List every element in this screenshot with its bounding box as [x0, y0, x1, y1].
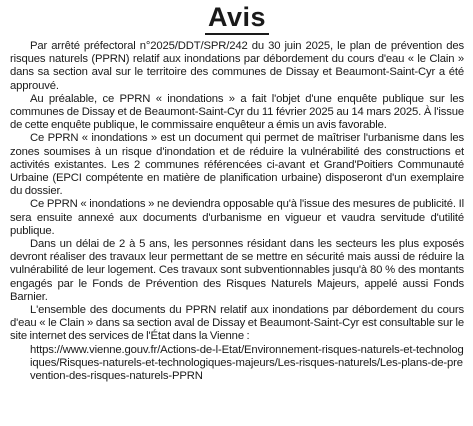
- paragraph-consultation: L'ensemble des documents du PPRN relatif aux inondations par débordement du cours d'eau « le Clain » dans sa section aval de Dissay et Beaumont-Saint-Cyr est consultable sur le site internet des services de l'État dans la Vienne :: [10, 304, 464, 343]
- paragraph-document-purpose: Ce PPRN « inondations » est un document qui permet de maîtriser l'urbanisme dans les zones soumises à un risque d'inondation et de réduire la vulnérabilité des constructions et activités existantes. Les 2 communes référencées ci-avant et Grand'Poitiers Communauté Urbaine (EPCI compétente en matière de planification urbaine) disposeront d'un exemplaire du dossier.: [10, 132, 464, 198]
- notice-title: Avis: [205, 2, 269, 35]
- paragraph-public-inquiry: Au préalable, ce PPRN « inondations » a fait l'objet d'une enquête publique sur les communes de Dissay et de Beaumont-Saint-Cyr du 11 février 2025 au 14 mars 2025. À l'issue de cette enquête publique, le commissaire enquêteur a émis un avis favorable.: [10, 92, 464, 132]
- paragraph-approval: Par arrêté préfectoral n°2025/DDT/SPR/242 du 30 juin 2025, le plan de prévention des risques naturels (PPRN) relatif aux inondations par débordement du cours d'eau « le Clain » dans sa section aval sur le territoire des communes de Dissay et Beaumont-Saint-Cyr a été approuvé.: [10, 40, 464, 92]
- notice-body: [10, 40, 464, 383]
- paragraph-works-deadline: Dans un délai de 2 à 5 ans, les personnes résidant dans les secteurs les plus exposés devront réaliser des travaux leur permettant de se mettre en sécurité mais aussi de réduire la vulnérabilité de leur logement. Ces travaux sont subventionnables jusqu'à 80 % des montants engagés par le Fonds de Prévention des Risques Naturels Majeurs, appelé aussi Fonds Barnier.: [10, 238, 464, 303]
- paragraph-publicity: Ce PPRN « inondations » ne deviendra opposable qu'à l'issue des mesures de publicité. Il sera ensuite annexé aux documents d'urbanisme en vigueur et vaudra servitude d'utilité publique.: [10, 198, 464, 237]
- title-wrap: [10, 2, 464, 35]
- consultation-url: https://www.vienne.gouv.fr/Actions-de-l-Etat/Environnement-risques-naturels-et-technologiques/Risques-naturels-et-technologiques-majeurs/Les-risques-naturels/Les-plans-de-prevention-des-risques-naturels-PPRN: [30, 343, 464, 383]
